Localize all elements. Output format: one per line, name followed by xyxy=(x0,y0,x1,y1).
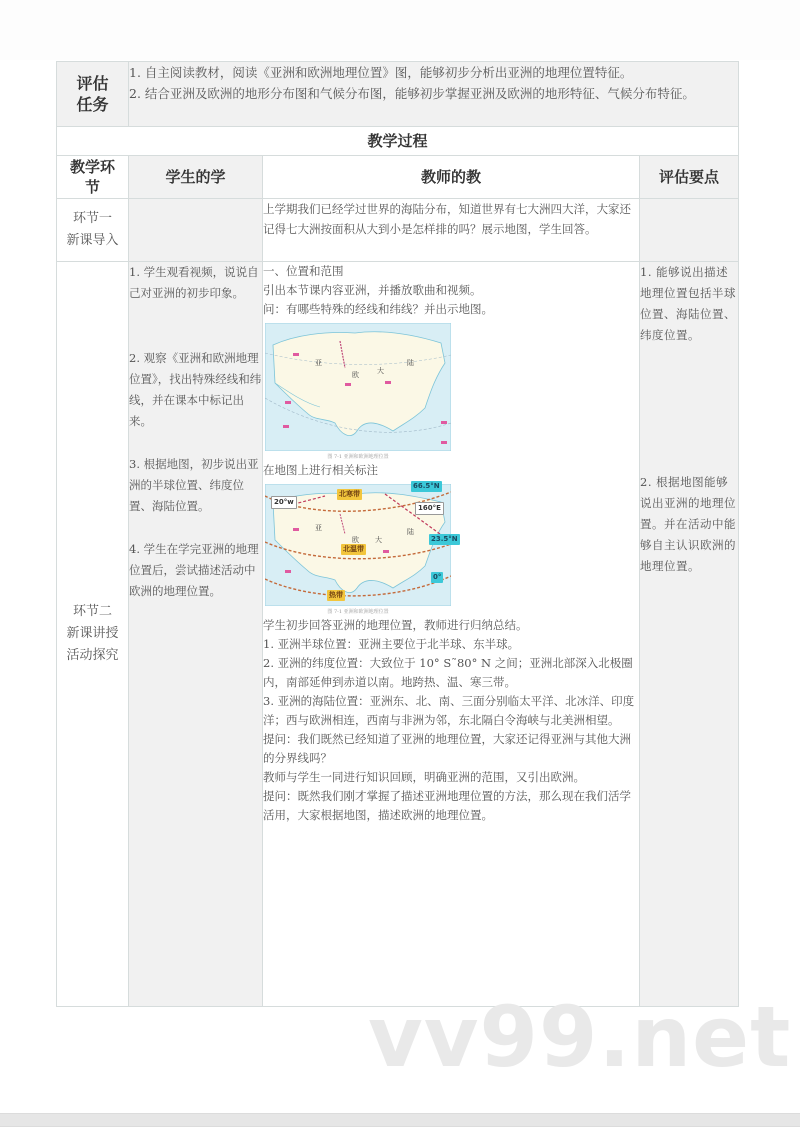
assessment-label xyxy=(57,62,129,127)
stage1-name-line1: 环节一 xyxy=(72,211,112,226)
eval-point-1: 1. 能够说出描述地理位置包括半球位置、海陆位置、纬度位置。 xyxy=(640,265,736,342)
watermark: vv99.net xyxy=(368,988,792,1086)
svg-text:亚: 亚 xyxy=(315,359,322,367)
header-row xyxy=(57,156,739,199)
student-step-3: 3. 根据地图，初步说出亚洲的半球位置、纬度位置、海陆位置。 xyxy=(129,457,259,513)
tag-tropic: 23.5°N xyxy=(431,535,458,543)
teacher-question-europe: 提问：既然我们刚才掌握了描述亚洲地理位置的方法，那么现在我们活学活用，大家根据地图，描述欧洲的地理位置。 xyxy=(263,789,631,822)
stage1-eval xyxy=(640,199,739,262)
eval-point-2: 2. 根据地图能够说出亚洲的地理位置。并在活动中能够自主认识欧洲的地理位置。 xyxy=(640,475,736,573)
stage1-row xyxy=(57,199,739,262)
page-top-margin xyxy=(0,0,800,60)
teacher-summary-hemisphere: 1. 亚洲半球位置：亚洲主要位于北半球、东半球。 xyxy=(263,637,520,651)
stage1-teacher-text: 上学期我们已经学过世界的海陆分布，知道世界有七大洲四大洋，大家还记得七大洲按面积从大到小是怎样排的吗？展示地图，学生回答。 xyxy=(263,202,631,236)
tag-20w: 20°w xyxy=(271,496,297,509)
stage2-name xyxy=(57,262,129,1007)
header-eval: 评估要点 xyxy=(640,156,739,199)
header-teacher: 教师的教 xyxy=(263,156,640,199)
svg-text:陆: 陆 xyxy=(407,528,414,536)
header-stage-text: 教学环节 xyxy=(69,158,115,196)
assessment-tasks xyxy=(129,62,739,127)
header-student: 学生的学 xyxy=(129,156,263,199)
student-step-1: 1. 学生观看视频，说说自己对亚洲的初步印象。 xyxy=(129,265,259,300)
tag-arctic-circle: 66.5°N xyxy=(413,482,440,490)
teacher-section-heading: 一、位置和范围 xyxy=(263,264,344,278)
assessment-item-2: 2. 结合亚洲及欧洲的地形分布图和气候分布图，能够初步掌握亚洲及欧洲的地形特征、气候分布特征。 xyxy=(129,86,695,101)
process-title-row xyxy=(57,127,739,156)
svg-text:大: 大 xyxy=(377,367,384,375)
assessment-item-1: 1. 自主阅读教材，阅读《亚洲和欧洲地理位置》图，能够初步分析出亚洲的地理位置特征。 xyxy=(129,65,633,80)
tag-160e: 160°E xyxy=(415,502,444,515)
teacher-question-boundary: 提问：我们既然已经知道了亚洲的地理位置，大家还记得亚洲与其他大洲的分界线吗？ xyxy=(263,732,631,765)
map-illustration-icon xyxy=(265,323,451,451)
student-step-4: 4. 学生在学完亚洲的地理位置后，尝试描述活动中欧洲的地理位置。 xyxy=(129,542,259,598)
stage1-name xyxy=(57,199,129,262)
stage2-teacher xyxy=(263,262,640,1007)
teacher-summary-intro: 学生初步回答亚洲的地理位置，教师进行归纳总结。 xyxy=(263,618,528,632)
svg-text:亚: 亚 xyxy=(315,524,322,532)
stage2-student xyxy=(129,262,263,1007)
map2-caption: 图 7-1 亚洲和欧洲地理位置 xyxy=(327,609,389,615)
stage2-row xyxy=(57,262,739,1007)
tag-equator: 0° xyxy=(433,573,442,581)
teacher-question-line: 问：有哪些特殊的经线和纬线？并出示地图。 xyxy=(263,302,493,316)
page-bottom-band xyxy=(0,1113,800,1127)
header-stage xyxy=(57,156,129,199)
assessment-label-text: 评估任务 xyxy=(76,74,109,114)
map1-caption: 图 7-1 亚洲和欧洲地理位置 xyxy=(327,454,389,460)
svg-text:欧: 欧 xyxy=(352,371,359,379)
teacher-review-line: 教师与学生一同进行知识回顾，明确亚洲的范围，又引出欧洲。 xyxy=(263,770,585,784)
student-step-2: 2. 观察《亚洲和欧洲地理位置》，找出特殊经线和纬线，并在课本中标记出来。 xyxy=(129,351,262,428)
asia-europe-map-image xyxy=(265,323,451,451)
tag-tropical: 热带 xyxy=(329,591,343,599)
stage2-eval xyxy=(640,262,739,1007)
teacher-summary-sea-land: 3. 亚洲的海陆位置：亚洲东、北、南、三面分别临太平洋、北冰洋、印度洋；西与欧洲相连，西南与非洲为邻，东北隔白令海峡与北美洲相望。 xyxy=(263,694,635,727)
svg-text:陆: 陆 xyxy=(407,359,414,367)
stage2-name-line2: 新课讲授 xyxy=(66,626,119,641)
teacher-intro-line: 引出本节课内容亚洲，并播放歌曲和视频。 xyxy=(263,283,482,297)
tag-north-frigid: 北寒带 xyxy=(339,490,360,498)
svg-text:欧: 欧 xyxy=(352,536,359,544)
lesson-plan-table xyxy=(56,61,739,1007)
process-title: 教学过程 xyxy=(57,127,739,156)
stage1-teacher xyxy=(263,199,640,262)
annotate-instruction: 在地图上进行相关标注 xyxy=(263,463,378,477)
teacher-summary-latitude: 2. 亚洲的纬度位置：大致位于 10° S˜80° N 之间；亚洲北部深入北极圈内，南部延伸到赤道以南。地跨热、温、寒三带。 xyxy=(263,656,633,689)
stage2-name-line3: 活动探究 xyxy=(66,648,119,663)
stage2-name-line1: 环节二 xyxy=(72,604,112,619)
annotated-map-image xyxy=(265,482,458,606)
stage1-student xyxy=(129,199,263,262)
svg-text:大: 大 xyxy=(375,536,382,544)
tag-north-temperate: 北温带 xyxy=(343,545,364,553)
stage1-name-line2: 新课导入 xyxy=(66,233,119,248)
assessment-row xyxy=(57,62,739,127)
